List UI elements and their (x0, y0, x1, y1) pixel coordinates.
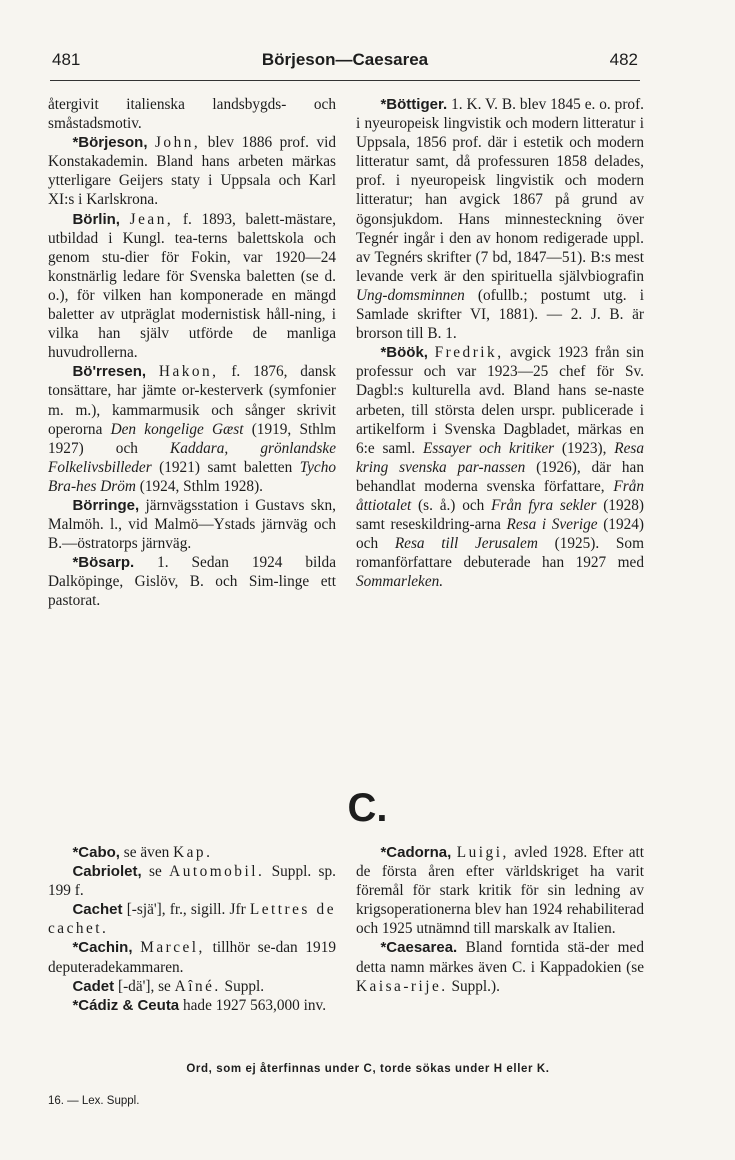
entry (48, 496, 336, 553)
entry (48, 843, 336, 862)
entry-text: tillhör se-dan 1919 deputeradekammaren. (48, 939, 336, 976)
work-title: Sommarleken. (356, 573, 444, 591)
entry (48, 996, 336, 1015)
entry-text: (1924) och (356, 516, 644, 553)
headword: *Cádiz & Ceuta (72, 996, 180, 1014)
signature-line: 16. — Lex. Suppl. (48, 1095, 140, 1107)
entry-text: [-dä'], se (114, 977, 175, 995)
entry-text: avled 1928. Efter att de första åren efter världskriget ha varit föremål för stark kritik för sin ledning av krigsoperationerna blev han 1924 rehabiliterad och 1925 utnämnd till marskalk av Italien. (356, 844, 645, 938)
entry-text: se även (119, 844, 174, 861)
work-title: Ung-domsminnen (356, 286, 465, 304)
entry-text: 1. Sedan 1924 bilda Dalköpinge, Gislöv, B. och Sim-linge ett pastorat. (48, 554, 336, 610)
entry-text: (1926), där han behandlat moderna svenska författare, (356, 458, 644, 495)
entry-text: (s. å.) och (411, 496, 492, 514)
entry-text: [-sjä'], fr., sigill. Jfr (122, 901, 250, 919)
entry-text: järnvägsstation i Gustavs skn, Malmöh. l., vid Malmö—Ystads järnväg och B.—östratorps järnväg. (48, 496, 336, 553)
page-number-left: 481 (52, 50, 81, 69)
entry (48, 862, 336, 900)
spaced-name: Hakon, (158, 363, 219, 381)
work-title: Essayer och kritiker (422, 439, 555, 457)
entry-text: (1924, Sthlm 1928). (135, 477, 264, 495)
cross-reference: Aîné. (174, 977, 221, 995)
entry (356, 95, 644, 343)
entry-text: avgick 1923 från sin professur och var 1923—25 chef för Sv. Dagbl:s kulturella avd. Bland hans se-naste arbeten, till största delen urspr. publicerade i artikelform i Svenska Dagbladet, märkas en 6:e saml. (356, 344, 644, 457)
header-rule (50, 80, 640, 81)
entry-text: 1. K. V. B. blev 1845 e. o. prof. i nyeuropeisk lingvistik och modern litteratur i Uppsala, 1856 prof. där i estetik och modern litteratur samt, då professuren 1858 delades, prof. i nyeuropeisk lingvistik och modern litteratur; han avgick 1867 på grund av ögonsjukdom. Hans minnesteckning över Tegnér ingår i den av honom redigerade uppl. av Tegnérs skrifter (7 bd, 1847—51). B:s mest levande verk är den spirituella självbiografin (356, 96, 644, 285)
entry-text: Bland forntida stä-der med detta namn märkes även C. i Kappadokien (se (356, 939, 644, 976)
column-left-top (48, 95, 336, 611)
cross-reference: Automobil. (169, 863, 265, 881)
entry-text: återgivit italienska landsbygds- och småstadsmotiv. (48, 96, 336, 133)
headword: *Bösarp. (72, 554, 135, 572)
footnote: Ord, som ej återfinnas under C, torde sökas under H eller K. (186, 1063, 550, 1075)
headword: Cadet (72, 977, 115, 995)
headword: Cabriolet, (72, 863, 142, 881)
section-letter: C. (347, 786, 388, 830)
entry-text: f. 1876, dansk tonsättare, har jämte or-kesterverk (symfonier m. m.), kammarmusik och sånger skrivit operorna (48, 363, 336, 438)
entry-text: hade 1927 563,000 inv. (179, 996, 327, 1014)
spaced-name: Jean, (129, 210, 174, 228)
headword: *Cabo, (72, 844, 120, 861)
work-title: Kaddara, grönlandske (170, 439, 336, 457)
headword: Börlin, (72, 210, 120, 228)
work-title: Tycho Bra-hes Dröm (48, 458, 336, 495)
entry (48, 133, 336, 209)
entry (48, 900, 336, 938)
entry (48, 362, 336, 496)
entry-text: (1925). Som romanförfattare debuterade han 1927 med (356, 535, 644, 572)
column-right-bottom (356, 843, 644, 996)
entry-text: se (141, 863, 170, 881)
headword: *Cadorna, (380, 844, 452, 861)
entry-text: (ofullb.; postumt utg. i Samlade skrifter VI, 1881). — 2. J. B. är brorson till B. 1. (356, 286, 644, 343)
work-title: Från åttiotalet (356, 477, 644, 514)
headword: *Böök, (380, 344, 428, 362)
cross-reference: Kaisa-rije. (356, 977, 448, 995)
headword: Cachet (72, 901, 123, 919)
entry-text: (1923), (554, 439, 615, 457)
entry (48, 938, 336, 976)
work-title: Den kongelige Gæst (110, 420, 244, 438)
work-title: Resa kring svenska par-nassen (356, 439, 644, 476)
work-title: Resa i Sverige (506, 516, 598, 534)
headword: *Böttiger. (380, 96, 448, 113)
entry (356, 938, 644, 995)
entry-text: Suppl. (220, 977, 265, 995)
page-header (52, 50, 638, 76)
headword: Börringe, (72, 496, 140, 514)
cross-reference: Lettres de cachet. (48, 901, 336, 938)
entry (48, 553, 336, 610)
entry-text: (1919, Sthlm 1927) och (48, 420, 336, 457)
column-right-top (356, 95, 644, 591)
entry-text: blev 1886 prof. vid Konstakademin. Bland hans arbeten märkas ytterligare Geijers staty i Uppsala och Karl XI:s i Karlskrona. (48, 134, 336, 209)
spaced-name: John, (154, 134, 201, 152)
work-title: Resa till Jerusalem (394, 535, 538, 553)
entry-text: Suppl.). (447, 977, 500, 995)
headword: *Caesarea. (380, 939, 458, 957)
running-head: Börjeson—Caesarea (261, 50, 429, 69)
headword: Bö'rresen, (72, 363, 147, 381)
entry (356, 343, 644, 591)
spaced-name: Marcel, (140, 939, 205, 957)
entry (48, 210, 336, 363)
entry (48, 95, 336, 133)
entry (48, 977, 336, 996)
entry-text: f. 1893, balett-mästare, utbildad i Kungl. tea-terns balettskola och genom stu-dier för Fokin, var 1920—24 konstnärlig ledare för Svenska baletten (se d. o.), för vilken han komponerade en mängd baletter av utpräglat modernistisk håll-ning, i vilka han själv utförde de manliga huvudrollerna. (48, 210, 336, 362)
work-title: Folkelivsbilleder (48, 458, 152, 476)
column-left-bottom (48, 843, 336, 1015)
headword: *Cachin, (72, 939, 133, 957)
work-title: Från fyra sekler (491, 496, 597, 514)
spaced-name: Luigi, (456, 844, 509, 861)
entry (356, 843, 644, 938)
page-number-right: 482 (609, 50, 638, 69)
spaced-name: Fredrik, (434, 344, 504, 362)
entry-text: (1921) samt baletten (151, 458, 300, 476)
headword: *Börjeson, (72, 134, 148, 152)
cross-reference: Kap. (173, 844, 213, 861)
entry-text: Suppl. sp. 199 f. (48, 863, 336, 900)
entry-text: (1928) samt reseskildring-arna (356, 496, 644, 534)
